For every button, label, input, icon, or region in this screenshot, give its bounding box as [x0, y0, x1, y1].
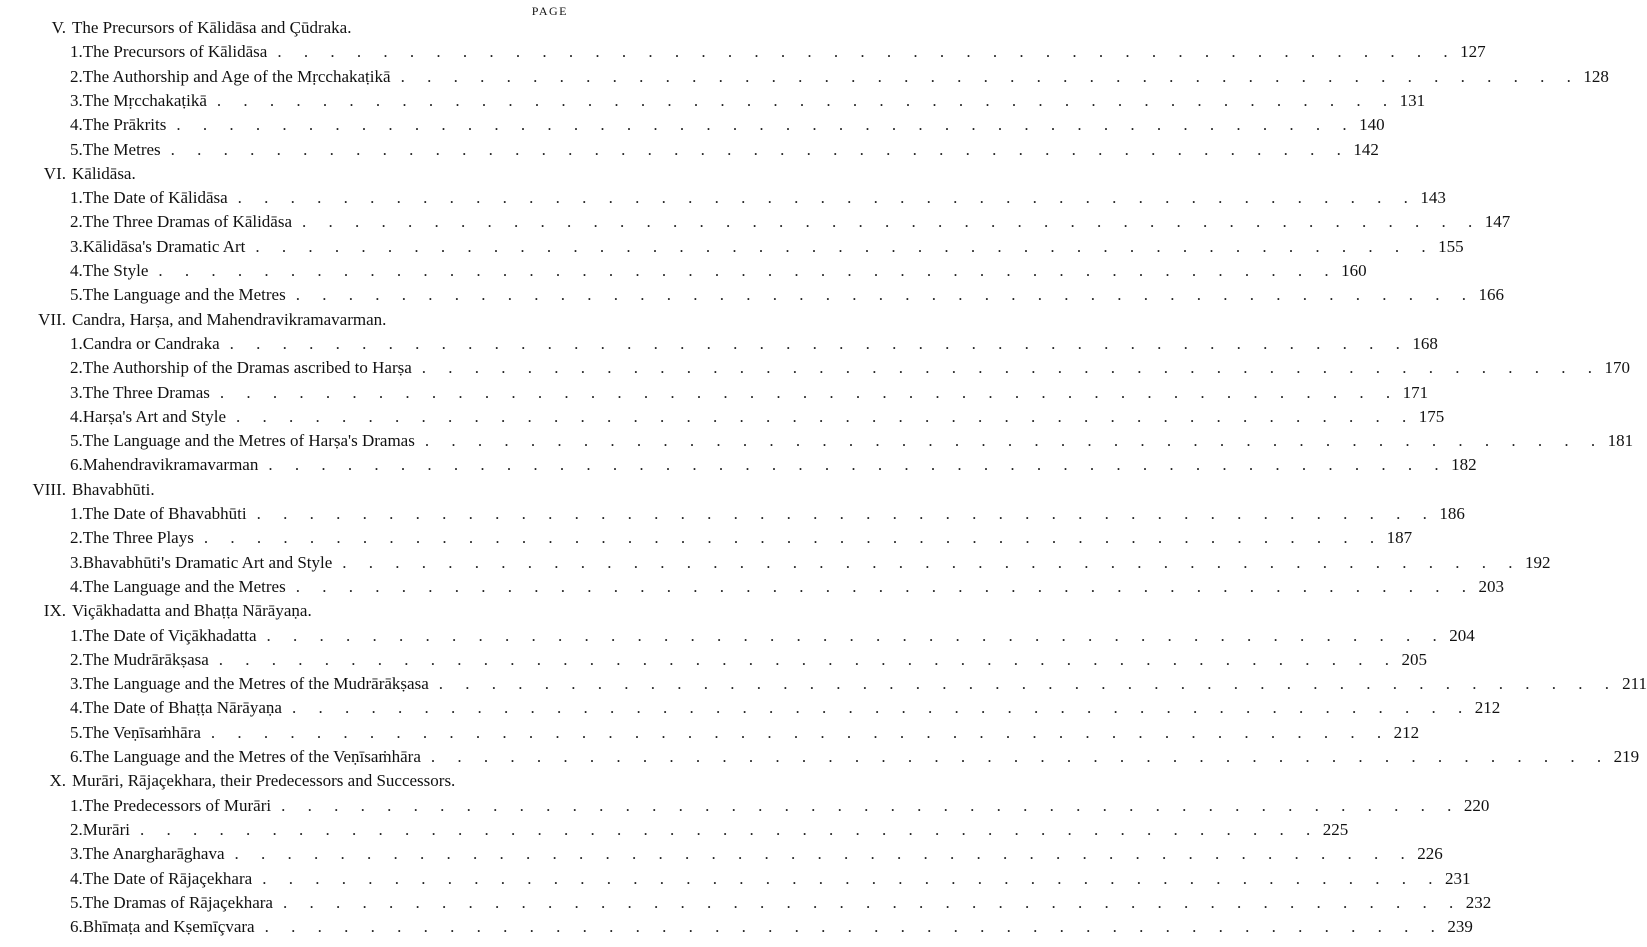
entry-number: 4.: [70, 868, 83, 888]
entry-page-number: 231: [1444, 868, 1471, 888]
entry-number: 2.: [70, 212, 83, 232]
entry-number: 3.: [70, 552, 83, 572]
dot-leader: [415, 430, 1595, 452]
toc-entry[interactable]: [70, 260, 1367, 282]
entry-title: The Authorship and Age of the Mṛcchakaṭikā: [82, 66, 391, 86]
entry-number: 1.: [70, 188, 83, 208]
dot-leader: [273, 892, 1453, 914]
entry-number: 1.: [70, 504, 83, 523]
toc-entry[interactable]: [70, 211, 1511, 233]
dot-leader: [209, 649, 1389, 671]
chapter-heading: [18, 163, 570, 185]
entry-page-number: 170: [1604, 358, 1631, 378]
entry-page-number: 212: [1393, 722, 1420, 742]
toc-entry[interactable]: [70, 90, 1426, 112]
entry-title: The Predecessors of Murāri: [82, 795, 272, 815]
entry-title: Harṣa's Art and Style: [82, 406, 227, 426]
chapter-heading: [18, 479, 570, 501]
dot-leader: [207, 90, 1387, 112]
entry-page-number: 220: [1463, 795, 1490, 815]
entry-title: The Date of Bhaṭṭa Nārāyaṇa: [82, 698, 282, 718]
entry-title: The Three Dramas: [82, 382, 210, 402]
dot-leader: [391, 66, 1571, 88]
dot-leader: [226, 406, 1406, 428]
entry-title: The Veṇīsaṁhāra: [82, 722, 201, 742]
entry-number: 3.: [70, 236, 83, 256]
entry-page-number: 204: [1449, 625, 1475, 645]
entry-number: 3.: [70, 844, 83, 864]
entry-page-number: 203: [1478, 576, 1504, 596]
toc-entry[interactable]: [70, 916, 1473, 938]
entry-number: 5.: [70, 139, 83, 159]
entry-number: 6.: [70, 455, 83, 475]
toc-entry[interactable]: [70, 382, 1429, 404]
toc-entry[interactable]: [70, 357, 1631, 379]
toc-entry[interactable]: [70, 746, 1640, 768]
entry-page-number: 175: [1418, 406, 1445, 426]
entry-page-number: 140: [1359, 115, 1385, 135]
dot-leader: [267, 41, 1447, 63]
entry-page-number: 182: [1451, 455, 1477, 475]
entry-page-number: 128: [1583, 66, 1609, 86]
chapter-title: The Precursors of Kālidāsa and Çūdraka.: [72, 18, 352, 37]
toc-entry[interactable]: [70, 892, 1492, 914]
toc-entry[interactable]: [70, 503, 1465, 525]
entry-title: The Prākrits: [82, 115, 167, 135]
toc-entry[interactable]: [70, 114, 1385, 136]
entry-number: 2.: [70, 66, 83, 86]
dot-leader: [161, 139, 1341, 161]
chapter-number: VIII.: [32, 479, 66, 499]
entry-title: Mahendravikramavarman: [82, 455, 259, 475]
toc-entry[interactable]: [70, 236, 1464, 258]
toc-entry[interactable]: [70, 139, 1379, 161]
dot-leader: [194, 527, 1374, 549]
toc-entry[interactable]: [70, 66, 1609, 88]
entry-title: The Authorship of the Dramas ascribed to Harṣa: [82, 358, 412, 378]
entry-number: 2.: [70, 528, 83, 548]
toc-entry[interactable]: [70, 406, 1445, 428]
toc-entry[interactable]: [70, 649, 1428, 671]
dot-leader: [225, 843, 1405, 865]
entry-page-number: 219: [1613, 747, 1640, 766]
chapter-title: Viçākhadatta and Bhaṭṭa Nārāyaṇa.: [72, 601, 312, 621]
entry-title: Murāri: [82, 819, 130, 839]
toc-entry[interactable]: [70, 333, 1438, 355]
dot-leader: [247, 503, 1427, 525]
entry-number: 5.: [70, 722, 83, 742]
toc-entry[interactable]: [70, 673, 1647, 695]
chapter-number: IX.: [43, 601, 66, 621]
entry-page-number: 127: [1460, 42, 1486, 62]
entry-number: 3.: [70, 674, 83, 694]
entry-number: 5.: [70, 431, 83, 451]
entry-title: The Three Dramas of Kālidāsa: [82, 212, 293, 232]
entry-title: The Mṛcchakaṭikā: [82, 90, 207, 110]
dot-leader: [332, 552, 1512, 574]
entry-title: Kālidāsa's Dramatic Art: [82, 236, 246, 256]
entry-number: 3.: [70, 382, 83, 402]
entry-number: 4.: [70, 698, 83, 718]
entry-page-number: 192: [1525, 552, 1551, 572]
toc-entry[interactable]: [70, 722, 1420, 744]
entry-number: 5.: [70, 892, 83, 912]
chapter-number: V.: [51, 18, 66, 37]
dot-leader: [286, 576, 1466, 598]
dot-leader: [258, 454, 1438, 476]
dot-leader: [421, 746, 1601, 768]
entry-page-number: 131: [1399, 90, 1426, 110]
entry-title: The Language and the Metres of Harṣa's Dramas: [82, 431, 415, 451]
entry-page-number: 205: [1401, 649, 1428, 669]
entry-page-number: 186: [1439, 504, 1465, 523]
toc-entry[interactable]: [70, 843, 1443, 865]
page-column-label: PAGE: [531, 4, 568, 18]
entry-page-number: 181: [1607, 431, 1634, 451]
toc-entry[interactable]: [70, 795, 1490, 817]
entry-number: 1.: [70, 625, 83, 645]
entry-title: Bhavabhūti's Dramatic Art and Style: [82, 552, 333, 572]
dot-leader: [255, 916, 1435, 938]
entry-page-number: 168: [1412, 333, 1438, 353]
entry-page-number: 212: [1474, 698, 1501, 718]
entry-title: Bhīmaṭa and Kṣemīçvara: [82, 917, 255, 937]
entry-title: The Language and the Metres of the Mudrārākṣasa: [82, 674, 429, 694]
entry-page-number: 166: [1478, 285, 1504, 305]
entry-number: 1.: [70, 795, 83, 815]
toc-entry[interactable]: [70, 284, 1504, 306]
toc-entry[interactable]: [70, 41, 1486, 63]
chapter-heading: [18, 770, 570, 792]
toc-entry[interactable]: [70, 697, 1501, 719]
chapter-title: Murāri, Rājaçekhara, their Predecessors and Successors.: [72, 771, 456, 791]
chapter-title: Bhavabhūti.: [72, 479, 155, 499]
dot-leader: [130, 819, 1310, 841]
entry-number: 2.: [70, 649, 83, 669]
entry-title: The Date of Bhavabhūti: [82, 504, 247, 523]
chapter-heading: [18, 17, 570, 39]
entry-page-number: 143: [1420, 188, 1446, 208]
chapter-number: VI.: [43, 163, 66, 183]
entry-title: The Dramas of Rājaçekhara: [82, 892, 273, 912]
entry-page-number: 171: [1402, 382, 1429, 402]
entry-number: 6.: [70, 747, 83, 766]
entry-page-number: 239: [1447, 917, 1473, 937]
dot-leader: [166, 114, 1346, 136]
toc-entry[interactable]: [70, 454, 1477, 476]
entry-number: 2.: [70, 358, 83, 378]
toc-entry[interactable]: [70, 625, 1475, 647]
dot-leader: [282, 697, 1462, 719]
entry-title: The Date of Rājaçekhara: [82, 868, 253, 888]
entry-title: The Mudrārākṣasa: [82, 649, 209, 669]
entry-page-number: 225: [1322, 819, 1349, 839]
entry-title: The Three Plays: [82, 528, 194, 548]
entry-page-number: 226: [1417, 844, 1443, 864]
entry-page-number: 211: [1622, 674, 1647, 694]
entry-title: The Date of Viçākhadatta: [82, 625, 257, 645]
dot-leader: [271, 795, 1451, 817]
entry-page-number: 160: [1341, 261, 1367, 280]
chapter-heading: [18, 309, 570, 331]
entry-number: 4.: [70, 261, 83, 280]
dot-leader: [257, 625, 1437, 647]
entry-number: 4.: [70, 406, 83, 426]
toc-entry[interactable]: [70, 430, 1634, 452]
entry-page-number: 155: [1438, 236, 1464, 256]
toc-entry[interactable]: [70, 527, 1413, 549]
toc-entry[interactable]: [70, 819, 1349, 841]
dot-leader: [429, 673, 1609, 695]
entry-number: 1.: [70, 333, 83, 353]
dot-leader: [292, 211, 1472, 233]
entry-number: 5.: [70, 285, 83, 305]
entry-title: The Style: [82, 261, 149, 280]
dot-leader: [210, 382, 1390, 404]
chapter-number: X.: [49, 771, 66, 791]
dot-leader: [412, 357, 1592, 379]
entry-title: The Date of Kālidāsa: [82, 188, 228, 208]
entry-title: Candra or Candraka: [82, 333, 220, 353]
entry-title: The Anargharāghava: [82, 844, 225, 864]
entry-title: The Language and the Metres of the Veṇīsaṁhāra: [82, 747, 421, 766]
dot-leader: [220, 333, 1400, 355]
dot-leader: [201, 722, 1381, 744]
toc-entry[interactable]: [70, 576, 1504, 598]
dot-leader: [148, 260, 1328, 282]
entry-page-number: 232: [1465, 892, 1492, 912]
chapter-heading: [18, 600, 570, 622]
entry-title: The Metres: [82, 139, 161, 159]
dot-leader: [252, 868, 1432, 890]
entry-number: 3.: [70, 90, 83, 110]
entry-number: 4.: [70, 576, 83, 596]
entry-title: The Precursors of Kālidāsa: [82, 42, 268, 62]
toc-entry[interactable]: [70, 868, 1471, 890]
toc-entry[interactable]: [70, 187, 1446, 209]
toc-entry[interactable]: [70, 552, 1551, 574]
dot-leader: [245, 236, 1425, 258]
chapter-title: Candra, Harṣa, and Mahendravikramavarman.: [72, 309, 387, 329]
entry-number: 6.: [70, 917, 83, 937]
entry-title: The Language and the Metres: [82, 576, 286, 596]
dot-leader: [228, 187, 1408, 209]
entry-title: The Language and the Metres: [82, 285, 286, 305]
chapter-number: VII.: [38, 309, 66, 329]
entry-page-number: 147: [1484, 212, 1511, 232]
dot-leader: [286, 284, 1466, 306]
entry-number: 1.: [70, 42, 83, 62]
entry-number: 2.: [70, 819, 83, 839]
entry-page-number: 187: [1386, 528, 1413, 548]
entry-number: 4.: [70, 115, 83, 135]
chapter-title: Kālidāsa.: [72, 163, 136, 183]
entry-page-number: 142: [1353, 139, 1379, 159]
